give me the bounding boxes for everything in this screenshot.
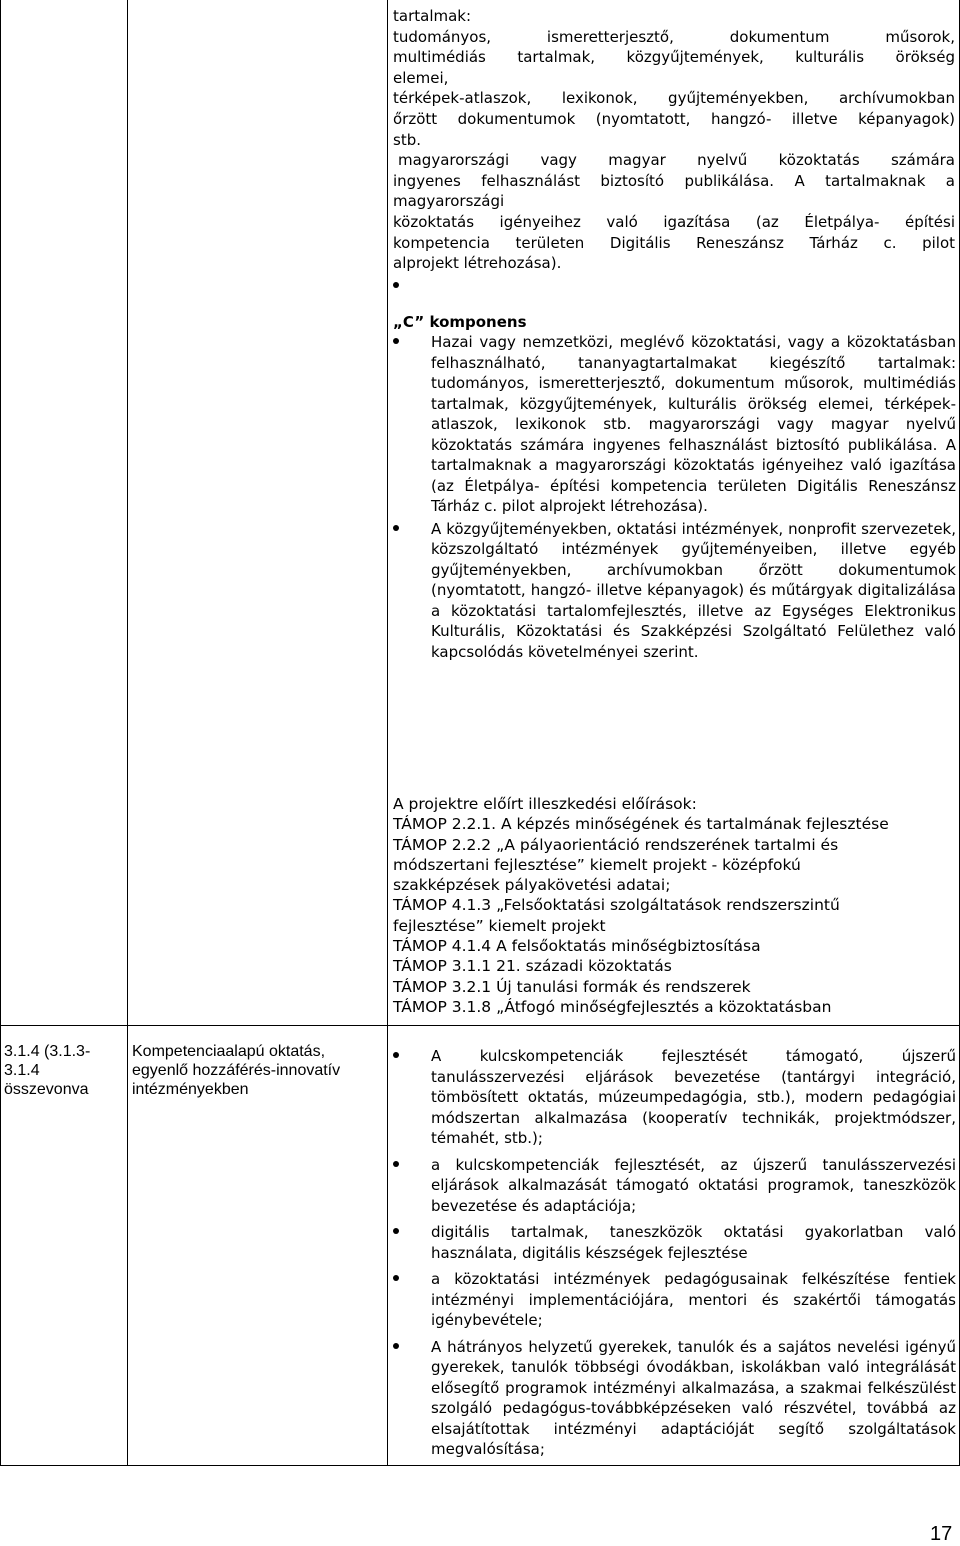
table-divider-col2 xyxy=(387,0,388,1466)
list-item: A közgyűjteményekben, oktatási intézmények, nonprofit szervezetek, közszolgáltató intézmények gyűjteményeiben, illetve egyéb gyűjteményekben, archívumokban őrzött dokumentumok (nyomtatott, hangzó- illetve képanyagok) és műtárgyak digitalizálása a közoktatási tartalomfejlesztés, illetve az Egységes Elektronikus Kulturális, Közoktatási és Szakképzési Szolgáltató Felülethez való kapcsolódás követelményei szerint. xyxy=(393,519,956,663)
empty-bullet xyxy=(393,282,399,288)
reference-line: TÁMOP 2.2.1. A képzés minőségének és tartalmának fejlesztése xyxy=(393,815,889,834)
reference-line: fejlesztése” kiemelt projekt xyxy=(393,916,606,935)
bullet-icon xyxy=(393,1161,399,1167)
component-c-list xyxy=(393,332,956,662)
text-line: kompetencia területen Digitális Reneszánsz Tárház c. pilot xyxy=(393,233,955,252)
reference-line: TÁMOP 4.1.4 A felsőoktatás minőségbiztosítása xyxy=(393,937,761,956)
reference-line: TÁMOP 3.2.1 Új tanulási formák és rendszerek xyxy=(393,977,751,996)
text-line: alprojekt létrehozása). xyxy=(393,254,562,273)
references-block xyxy=(393,794,955,1017)
top-content-block xyxy=(393,6,955,274)
text-line: tudományos, ismeretterjesztő, dokumentum műsorok, xyxy=(393,27,955,46)
text-line: stb. xyxy=(393,130,421,149)
reference-line: TÁMOP 2.2.2 „A pályaorientáció rendszerének tartalmi és xyxy=(393,835,839,854)
bullet-icon xyxy=(393,1343,399,1349)
reference-line: TÁMOP 4.1.3 „Felsőoktatási szolgáltatások rendszerszintű xyxy=(393,896,840,915)
row-314-list xyxy=(393,1046,956,1460)
row-title: Kompetenciaalapú oktatás, egyenlő hozzáférés-innovatív intézményekben xyxy=(132,1043,341,1098)
reference-line: TÁMOP 3.1.8 „Átfogó minőségfejlesztés a közoktatásban xyxy=(393,997,832,1016)
page-number: 17 xyxy=(930,1523,953,1545)
text-line: közoktatás igényeihez való igazítása (az Életpálya- építési xyxy=(393,212,955,231)
reference-line: módszertani fejlesztése” kiemelt projekt - középfokú xyxy=(393,855,801,874)
table-border-bottom xyxy=(0,1465,960,1466)
list-item: a közoktatási intézmények pedagógusainak felkészítése fentiek intézményi implementációjára, mentori és szakértői támogatás igénybevétele; xyxy=(393,1269,956,1331)
bullet-icon xyxy=(393,525,399,531)
text-line: tartalmak: xyxy=(393,7,472,25)
reference-line: szakképzések pályakövetési adatai; xyxy=(393,876,671,895)
table-border-left xyxy=(0,0,1,1466)
row-code: 3.1.4 (3.1.3- 3.1.4 összevonva xyxy=(4,1043,91,1098)
text-line: multimédiás tartalmak, közgyűjtemények, kulturális örökség xyxy=(393,48,955,67)
text-line: magyarországi vagy magyar nyelvű közoktatás számára xyxy=(398,151,955,170)
list-item: Hazai vagy nemzetközi, meglévő közoktatási, vagy a közoktatásban felhasználható, tananyagtartalmakat kiegészítő tartalmak: tudományos, ismeretterjesztő, dokumentum műsorok, multimédiás tartalmak, közgyűjtemények, kulturális örökség elemei, térképek-atlaszok, lexikonok stb. magyarországi vagy magyar nyelvű közoktatás számára ingyenes felhasználást biztosító publikálása. A tartalmaknak a magyarországi közoktatás igényeihez való igazítása (az Életpálya- építési kompetencia területen Digitális Reneszánsz Tárház c. pilot alprojekt létrehozása). xyxy=(393,332,956,517)
list-item: A hátrányos helyzetű gyerekek, tanulók és a sajátos nevelési igényű gyerekek, tanulók többségi óvodákban, iskolákban való integrálását elősegítő programok intézményi alkalmazása, a szakmai felkészülést szolgáló pedagógus-továbbképzéseken való részvétel, továbbá az elsajátítottak intézményi adaptációját segítő szolgáltatások megvalósítása; xyxy=(393,1337,956,1460)
text-line: térképek-atlaszok, lexikonok, gyűjteményekben, archívumokban xyxy=(393,89,955,108)
text-line: őrzött dokumentumok (nyomtatott, hangzó- illetve képanyagok) xyxy=(393,109,955,128)
component-c-heading: „C” komponens xyxy=(393,313,527,331)
bullet-icon xyxy=(393,338,399,344)
table-divider-col1 xyxy=(127,0,128,1466)
bullet-icon xyxy=(393,1275,399,1281)
list-item: A kulcskompetenciák fejlesztését támogató, újszerű tanulásszervezési eljárások bevezetése (tantárgyi integráció, tömbösített oktatás, múzeumpedagógia, stb.), modern pedagógiai módszertan alkalmazása (kooperatív technikák, projektmódszer, témahét, stb.); xyxy=(393,1046,956,1149)
table-row-divider xyxy=(0,1025,960,1026)
text-line: ingyenes felhasználást biztosító publikálása. A tartalmaknak a xyxy=(393,171,955,190)
list-item: a kulcskompetenciák fejlesztését, az újszerű tanulásszervezési eljárások alkalmazását támogató oktatási programok, taneszközök bevezetése és adaptációja; xyxy=(393,1155,956,1217)
reference-line: TÁMOP 3.1.1 21. századi közoktatás xyxy=(393,957,672,976)
text-line: magyarországi xyxy=(393,192,505,211)
text-line: elemei, xyxy=(393,68,449,87)
references-title: A projektre előírt illeszkedési előírások: xyxy=(393,795,697,813)
bullet-icon xyxy=(393,1052,399,1058)
bullet-icon xyxy=(393,1228,399,1234)
list-item: digitális tartalmak, taneszközök oktatási gyakorlatban való használata, digitális készségek fejlesztése xyxy=(393,1222,956,1263)
